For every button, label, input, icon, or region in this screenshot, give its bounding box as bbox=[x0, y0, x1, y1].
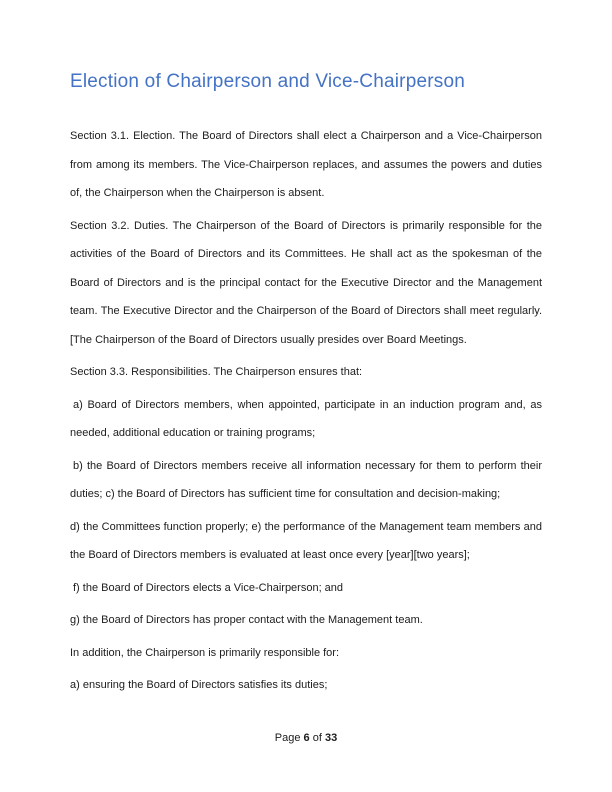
footer-prefix: Page bbox=[274, 732, 301, 744]
paragraph-item-g: g) the Board of Directors has proper contact with the Management team. bbox=[70, 614, 423, 626]
paragraph-item-d-e: d) the Committees function properly; e) the performance of the Management team members and the Board of Directors members is evaluated at least once every [year][two years]; bbox=[70, 520, 542, 561]
paragraph-in-addition: In addition, the Chairperson is primarily responsible for: bbox=[70, 646, 340, 659]
paragraph-section-3-1: Section 3.1. Election. The Board of Directors shall elect a Chairperson and a Vice-Chairperson from among its members. The Vice-Chairperson replaces, and assumes the powers and duties of, the Chairperson when the Chairperson is absent. bbox=[70, 130, 542, 199]
paragraph-item-a2: a) ensuring the Board of Directors satisfies its duties; bbox=[70, 679, 328, 691]
footer-total-pages: 33 bbox=[324, 732, 338, 744]
paragraph-section-3-3: Section 3.3. Responsibilities. The Chairperson ensures that: bbox=[70, 366, 363, 378]
paragraph-section-3-2: Section 3.2. Duties. The Chairperson of the Board of Directors is primarily responsible for the activities of the Board of Directors and its Committees. He shall act as the spokesman of the Board of Directors and is the principal contact for the Executive Director and the Management team. The Executive Director and the Chairperson of the Board of Directors shall meet regularly. [The Chairperson of the Board of Directors usually presides over Board Meetings. bbox=[70, 219, 542, 346]
paragraph-item-b-c: b) the Board of Directors members receive all information necessary for them to perform their duties; c) the Board of Directors has sufficient time for consultation and decision-making; bbox=[70, 459, 542, 500]
paragraph-item-a: a) Board of Directors members, when appointed, participate in an induction program and, as needed, additional education or training programs; bbox=[70, 398, 542, 439]
page-footer bbox=[0, 732, 612, 744]
document-body bbox=[70, 122, 542, 700]
footer-page-number: 6 bbox=[303, 732, 310, 744]
paragraph-item-f: f) the Board of Directors elects a Vice-Chairperson; and bbox=[73, 581, 344, 594]
page-title: Election of Chairperson and Vice-Chairperson bbox=[70, 71, 465, 92]
footer-infix: of bbox=[312, 732, 322, 744]
